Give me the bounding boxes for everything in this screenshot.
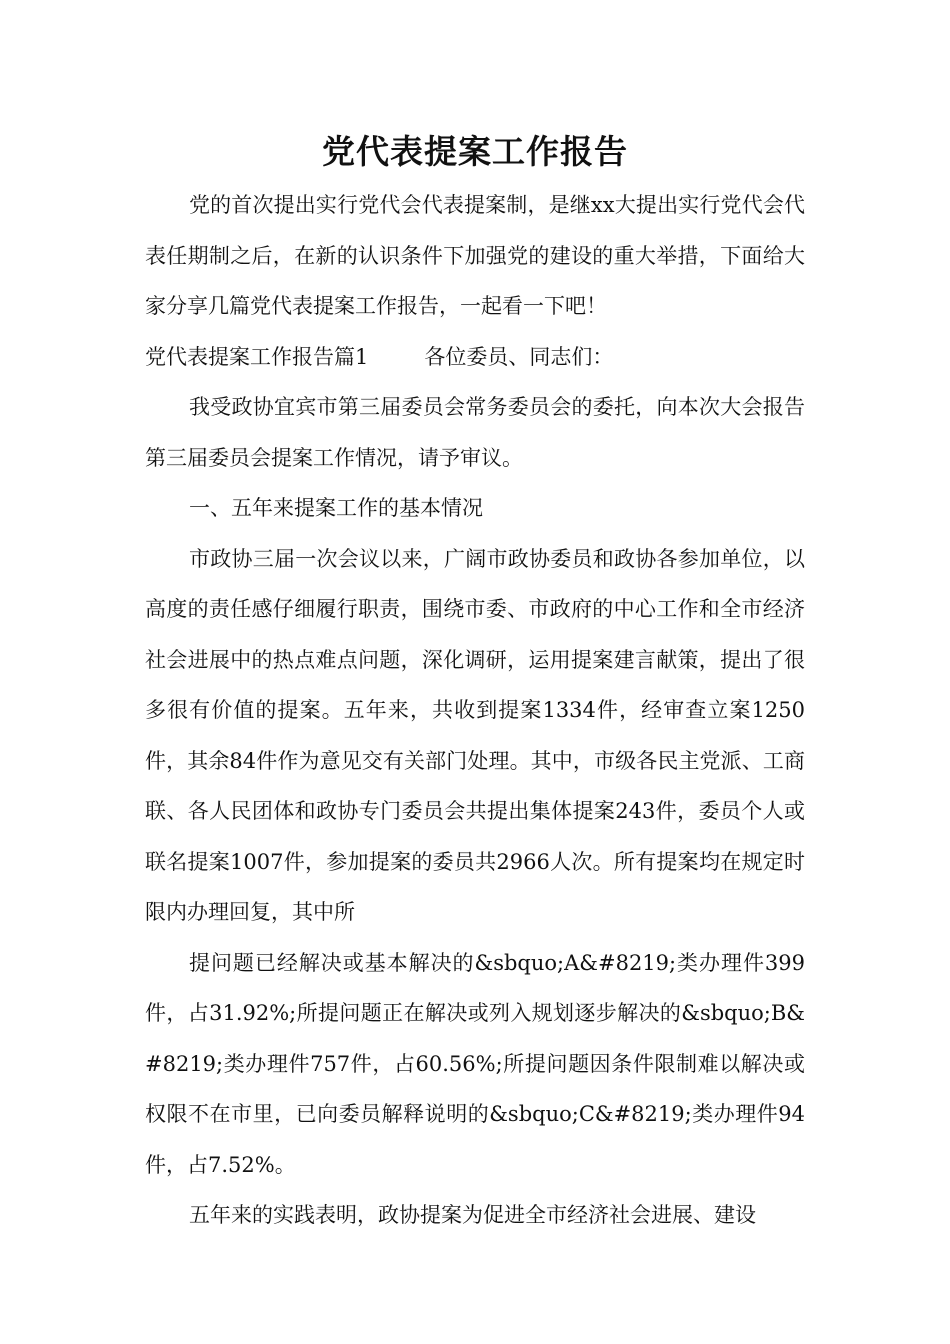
proposal-summary-paragraph: 市政协三届一次会议以来，广阔市政协委员和政协各参加单位，以高度的责任感仔细履行职责，围绕市委、市政府的中心工作和全市经济社会进展中的热点难点问题，深化调研，运用提案建言献策，提出了很多很有价值的提案。五年来，共收到提案1334件，经审查立案1250件，其余84件作为意见交有关部门处理。其中，市级各民主党派、工商联、各人民团体和政协专门委员会共提出集体提案243件，委员个人或联名提案1007件，参加提案的委员共2966人次。所有提案均在规定时限内办理回复，其中所	[145, 546, 805, 924]
proposal-results-paragraph: 提问题已经解决或基本解决的&sbquo;A&#8219;类办理件399件，占31.92%;所提问题正在解决或列入规划逐步解决的&sbquo;B&#8219;类办理件757件，占60.56%;所提问题因条件限制难以解决或权限不在市里，已向委员解释说明的&sbquo;C&#8219;类办理件94件，占7.52%。	[145, 950, 805, 1177]
intro-paragraph: 党的首次提出实行党代会代表提案制，是继xx大提出实行党代会代表任期制之后，在新的认识条件下加强党的建设的重大举措，下面给大家分享几篇党代表提案工作报告，一起看一下吧！	[145, 193, 805, 318]
salutation: 各位委员、同志们：	[424, 344, 614, 369]
section-title: 一、五年来提案工作的基本情况	[189, 496, 483, 520]
document-content	[145, 126, 805, 1241]
practice-paragraph: 五年来的实践表明，政协提案为促进全市经济社会进展、建设	[189, 1203, 756, 1227]
commission-paragraph: 我受政协宜宾市第三届委员会常务委员会的委托，向本次大会报告第三届委员会提案工作情况，请予审议。	[145, 395, 805, 470]
document-title: 党代表提案工作报告	[322, 132, 628, 171]
section-heading-line	[145, 332, 805, 383]
report-heading: 党代表提案工作报告篇1	[145, 344, 369, 369]
